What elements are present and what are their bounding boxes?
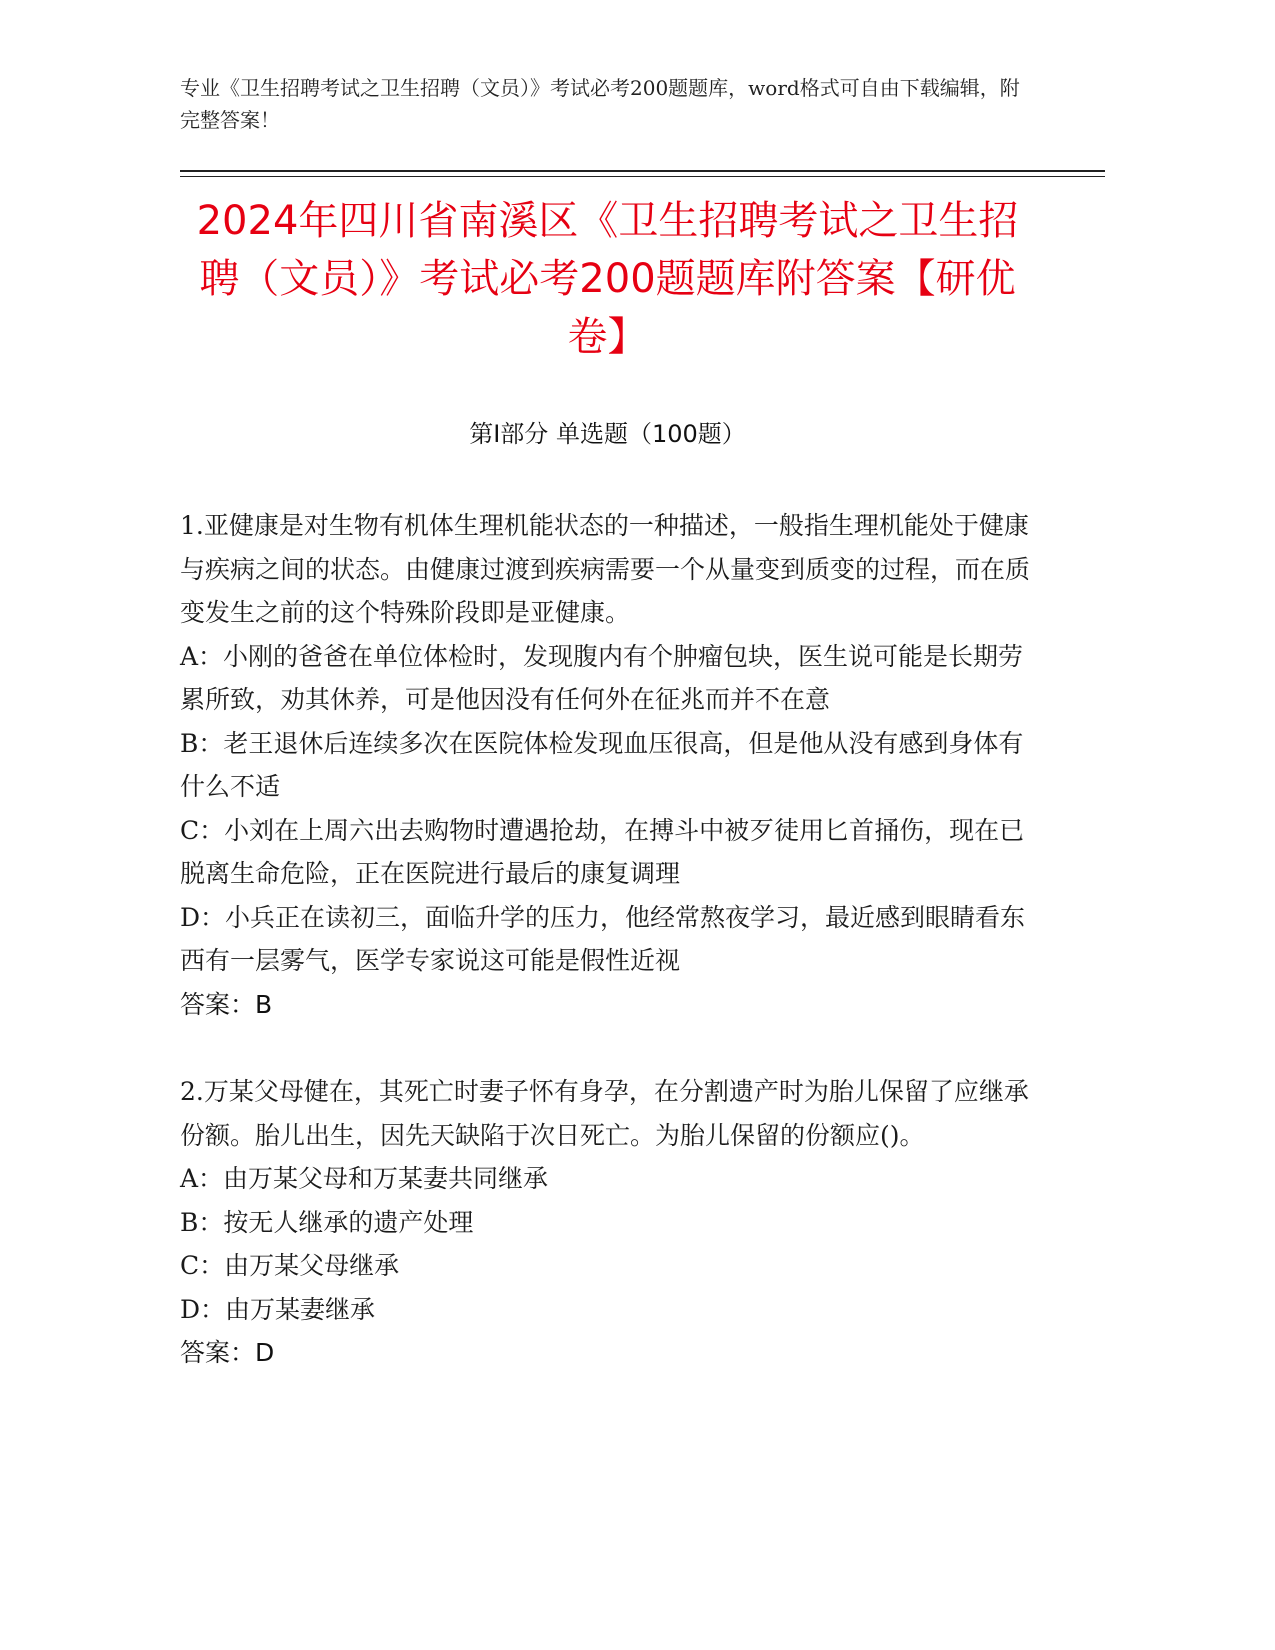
option-d: D：小兵正在读初三，面临升学的压力，他经常熬夜学习，最近感到眼睛看东西有一层雾气，医学专家说这可能是假性近视: [180, 902, 1026, 975]
question-2: [180, 1070, 1030, 1375]
document-title: 2024年四川省南溪区《卫生招聘考试之卫生招聘（文员）》考试必考200题题库附答案【研优卷】: [196, 198, 1019, 360]
option-b: B：老王退休后连续多次在医院体检发现血压很高，但是他从没有感到身体有什么不适: [180, 728, 1024, 801]
section-heading: 第Ⅰ部分 单选题（100题）: [469, 420, 746, 448]
question-stem: 1.亚健康是对生物有机体生理机能状态的一种描述，一般指生理机能处于健康与疾病之间的状态。由健康过渡到疾病需要一个从量变到质变的过程，而在质变发生之前的这个特殊阶段即是亚健康。: [180, 511, 1031, 627]
header-note: 专业《卫生招聘考试之卫生招聘（文员）》考试必考200题题库，word格式可自由下载编辑，附完整答案！: [180, 76, 1020, 132]
question-1: [180, 504, 1030, 1026]
option-c: C：小刘在上周六出去购物时遭遇抢劫，在搏斗中被歹徒用匕首捅伤，现在已脱离生命危险，正在医院进行最后的康复调理: [180, 815, 1025, 888]
option-a: A：小刚的爸爸在单位体检时，发现腹内有个肿瘤包块，医生说可能是长期劳累所致，劝其休养，可是他因没有任何外在征兆而并不在意: [180, 641, 1024, 714]
question-list: [180, 504, 1030, 1419]
option-d: D：由万某妻继承: [180, 1294, 376, 1324]
answer-line: 答案：D: [180, 1338, 275, 1367]
option-a: A：由万某父母和万某妻共同继承: [180, 1164, 549, 1193]
question-stem: 2.万某父母健在，其死亡时妻子怀有身孕，在分割遗产时为胎儿保留了应继承份额。胎儿出生，因先天缺陷于次日死亡。为胎儿保留的份额应()。: [180, 1077, 1029, 1150]
header-divider-thin: [180, 176, 1105, 177]
answer-line: 答案：B: [180, 989, 273, 1019]
option-b: B：按无人继承的遗产处理: [180, 1207, 474, 1237]
option-c: C：由万某父母继承: [180, 1251, 400, 1280]
header-divider-thick: [180, 170, 1105, 172]
